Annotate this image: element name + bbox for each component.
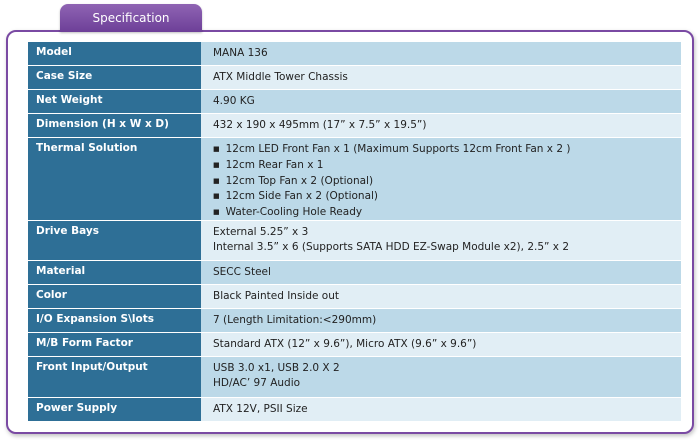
table-row: [28, 285, 681, 309]
value-line: MANA 136: [213, 47, 268, 59]
row-label: Drive Bays: [28, 221, 201, 260]
table-row: [28, 114, 681, 138]
value-line: ATX Middle Tower Chassis: [213, 71, 348, 83]
row-label: Dimension (H x W x D): [28, 114, 201, 137]
table-row: [28, 138, 681, 221]
row-value: [201, 90, 681, 113]
row-value: [201, 261, 681, 284]
row-label: I/O Expansion S\lots: [28, 309, 201, 332]
row-label: Thermal Solution: [28, 138, 201, 220]
value-line: ■ 12cm Side Fan x 2 (Optional): [213, 189, 681, 205]
table-row: [28, 333, 681, 357]
table-row: [28, 221, 681, 261]
table-row: [28, 90, 681, 114]
table-row: [28, 66, 681, 90]
row-value: [201, 357, 681, 397]
row-value: [201, 114, 681, 137]
value-line: HD/AC’ 97 Audio: [213, 376, 301, 389]
value-line: ATX 12V, PSII Size: [213, 403, 308, 415]
value-line: ■ 12cm LED Front Fan x 1 (Maximum Supports 12cm Front Fan x 2 ): [213, 142, 681, 158]
row-label: M/B Form Factor: [28, 333, 201, 356]
row-value: [201, 138, 681, 220]
row-value: [201, 221, 681, 260]
value-line: SECC Steel: [213, 266, 271, 278]
row-label: Case Size: [28, 66, 201, 89]
table-row: [28, 261, 681, 285]
table-row: [28, 309, 681, 333]
value-line: ■ Water-Cooling Hole Ready: [213, 205, 681, 221]
table-row: [28, 398, 681, 422]
row-label: Model: [28, 42, 201, 65]
spec-tab-title: Specification: [92, 11, 170, 25]
value-line: External 5.25” x 3: [213, 226, 309, 238]
value-line: USB 3.0 x1, USB 2.0 X 2: [213, 362, 340, 374]
row-value: [201, 398, 681, 421]
value-line: 7 (Length Limitation:<290mm): [213, 314, 377, 326]
value-line: Black Painted Inside out: [213, 290, 339, 302]
row-value: [201, 333, 681, 356]
spec-tab: [60, 4, 202, 32]
value-line: Standard ATX (12” x 9.6”), Micro ATX (9.6” x 9.6”): [213, 338, 477, 350]
value-line: ■ 12cm Top Fan x 2 (Optional): [213, 174, 681, 190]
row-label: Net Weight: [28, 90, 201, 113]
spec-table: [28, 42, 681, 422]
value-line: 432 x 190 x 495mm (17” x 7.5” x 19.5”): [213, 119, 427, 131]
row-label: Material: [28, 261, 201, 284]
row-value: [201, 285, 681, 308]
value-line: ■ 12cm Rear Fan x 1: [213, 158, 681, 174]
value-line: 4.90 KG: [213, 95, 255, 107]
row-label: Front Input/Output: [28, 357, 201, 397]
table-row: [28, 42, 681, 66]
row-label: Power Supply: [28, 398, 201, 421]
table-row: [28, 357, 681, 398]
row-value: [201, 66, 681, 89]
value-line: Internal 3.5” x 6 (Supports SATA HDD EZ-Swap Module x2), 2.5” x 2: [213, 240, 570, 253]
row-value: [201, 42, 681, 65]
row-label: Color: [28, 285, 201, 308]
row-value: [201, 309, 681, 332]
